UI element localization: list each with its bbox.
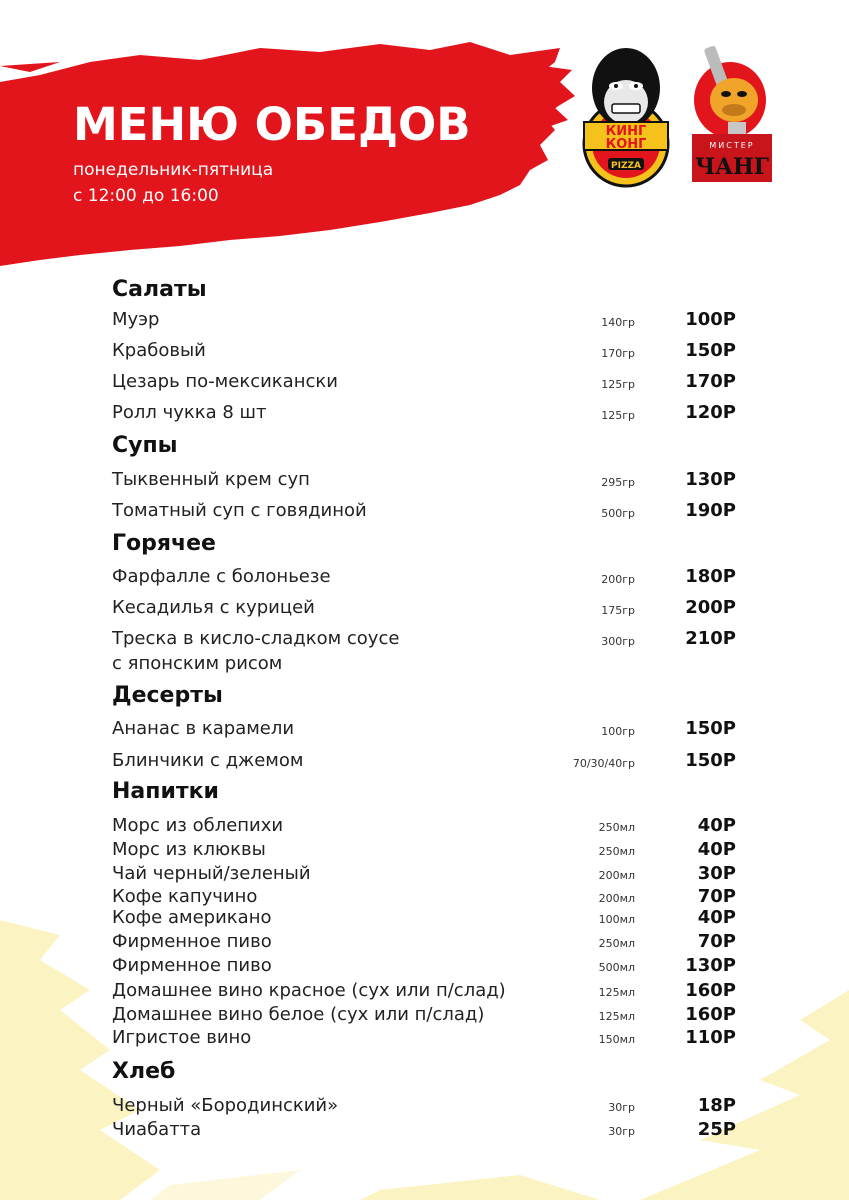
item-weight: 30гр	[608, 1125, 635, 1138]
item-name: Морс из облепихи	[112, 815, 284, 836]
item-price: 70Р	[697, 886, 736, 907]
item-name: Цезарь по-мексикански	[112, 371, 338, 392]
item-weight: 125гр	[601, 378, 635, 391]
item-name: Кофе американо	[112, 907, 272, 928]
section-title-salads: Салаты	[112, 277, 207, 302]
item-name: Чиабатта	[112, 1119, 202, 1140]
item-weight: 250мл	[598, 821, 635, 834]
item-name: Фирменное пиво	[112, 955, 272, 976]
item-name: Морс из клюквы	[112, 839, 266, 860]
item-name: Фирменное пиво	[112, 931, 272, 952]
item-price: 100Р	[685, 309, 736, 330]
section-title-bread: Хлеб	[112, 1059, 176, 1084]
item-name: Домашнее вино красное (сух или п/слад)	[112, 980, 506, 1001]
item-weight: 150мл	[598, 1033, 635, 1046]
item-price: 110Р	[685, 1027, 736, 1048]
item-name: Тыквенный крем суп	[112, 469, 310, 490]
item-price: 160Р	[685, 1004, 736, 1025]
item-name: Кесадилья с курицей	[112, 597, 315, 618]
item-price: 150Р	[685, 718, 736, 739]
item-name: Ролл чукка 8 шт	[112, 402, 267, 423]
kingkong-logo-line1: КИНГ	[605, 124, 647, 139]
section-title-desserts: Десерты	[112, 683, 223, 708]
item-weight: 30гр	[608, 1101, 635, 1114]
item-name: Муэр	[112, 309, 160, 330]
item-weight: 125мл	[598, 986, 635, 999]
kingkong-logo-sub: PIZZA	[611, 161, 641, 171]
item-name: Кофе капучино	[112, 886, 258, 907]
item-name: Крабовый	[112, 340, 206, 361]
item-price: 40Р	[697, 815, 736, 836]
chang-logo-top: МИСТЕР	[709, 141, 755, 150]
item-name: Домашнее вино белое (сух или п/слад)	[112, 1004, 485, 1025]
kingkong-logo-line2: КОНГ	[605, 137, 647, 152]
page-title: МЕНЮ ОБЕДОВ	[73, 98, 471, 151]
item-name: Фарфалле с болоньезе	[112, 566, 331, 587]
item-weight: 100гр	[601, 725, 635, 738]
item-price: 130Р	[685, 469, 736, 490]
item-price: 190Р	[685, 500, 736, 521]
item-price: 150Р	[685, 340, 736, 361]
section-title-hot: Горячее	[112, 531, 216, 556]
item-price: 18Р	[697, 1095, 736, 1116]
item-price: 70Р	[697, 931, 736, 952]
days-label: понедельник-пятница	[73, 160, 274, 180]
item-price: 120Р	[685, 402, 736, 423]
item-weight: 295гр	[601, 476, 635, 489]
item-name: Чай черный/зеленый	[112, 863, 311, 884]
item-price: 160Р	[685, 980, 736, 1001]
item-price: 30Р	[697, 863, 736, 884]
item-weight: 250мл	[598, 937, 635, 950]
item-weight: 300гр	[601, 635, 635, 648]
chang-logo-main: ЧАНГ	[695, 154, 769, 180]
item-price: 180Р	[685, 566, 736, 587]
item-weight: 125гр	[601, 409, 635, 422]
item-weight: 200гр	[601, 573, 635, 586]
item-weight: 140гр	[601, 316, 635, 329]
item-weight: 200мл	[598, 892, 635, 905]
item-weight: 175гр	[601, 604, 635, 617]
item-weight: 170гр	[601, 347, 635, 360]
item-name: Игристое вино	[112, 1027, 252, 1048]
item-name: Томатный суп с говядиной	[112, 500, 367, 521]
item-weight: 250мл	[598, 845, 635, 858]
item-name: Черный «Бородинский»	[112, 1095, 339, 1116]
item-price: 210Р	[685, 628, 736, 649]
section-title-soups: Супы	[112, 433, 178, 458]
item-weight: 500гр	[601, 507, 635, 520]
item-weight: 100мл	[598, 913, 635, 926]
item-weight: 70/30/40гр	[572, 757, 635, 770]
item-price: 40Р	[697, 907, 736, 928]
item-price: 150Р	[685, 750, 736, 771]
item-price: 200Р	[685, 597, 736, 618]
item-price: 25Р	[697, 1119, 736, 1140]
section-title-drinks: Напитки	[112, 779, 219, 804]
item-price: 40Р	[697, 839, 736, 860]
item-name-line2: с японским рисом	[112, 653, 283, 674]
item-weight: 500мл	[598, 961, 635, 974]
item-price: 130Р	[685, 955, 736, 976]
item-name: Ананас в карамели	[112, 718, 295, 739]
item-price: 170Р	[685, 371, 736, 392]
item-weight: 125мл	[598, 1010, 635, 1023]
item-weight: 200мл	[598, 869, 635, 882]
hours-label: с 12:00 до 16:00	[73, 186, 219, 206]
item-name: Треска в кисло-сладком соусе	[112, 628, 400, 649]
item-name: Блинчики с джемом	[112, 750, 304, 771]
